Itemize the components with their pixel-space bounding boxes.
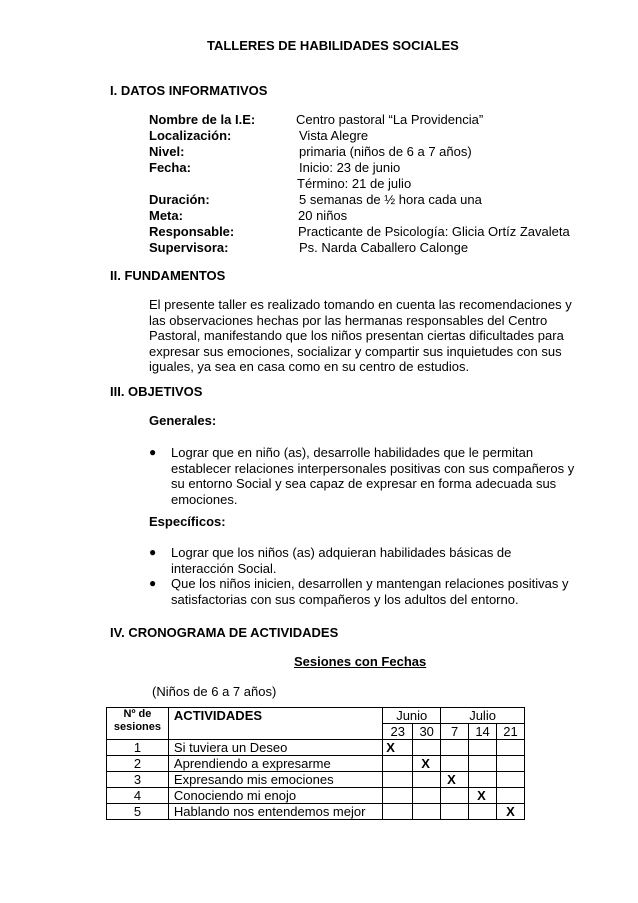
activity-name: Si tuviera un Deseo (168, 740, 382, 756)
info-value: Término: 21 de julio (297, 176, 412, 191)
info-label: Responsable: (149, 224, 235, 239)
table-row (107, 788, 525, 804)
session-number: 2 (107, 756, 169, 772)
info-label: Nivel: (149, 144, 185, 159)
mark-cell: X (383, 740, 413, 756)
info-label: Localización: (149, 128, 232, 143)
table-row (107, 756, 525, 772)
date-cell: 21 (497, 724, 525, 740)
info-label: Supervisora: (149, 240, 229, 255)
mark-cell: X (469, 788, 497, 804)
mark-cell: X (441, 772, 469, 788)
info-value: primaria (niños de 6 a 7 años) (299, 144, 472, 159)
section-heading-objetivos: III. OBJETIVOS (110, 384, 203, 399)
mark-cell (383, 756, 413, 772)
info-value: Practicante de Psicología: Glicia Ortíz Zavaleta (298, 224, 570, 239)
mark-cell (469, 740, 497, 756)
subheading-generales: Generales: (149, 413, 217, 428)
info-value: Ps. Narda Caballero Calonge (299, 240, 469, 255)
mark-cell (413, 788, 441, 804)
activity-name: Hablando nos entendemos mejor (168, 804, 382, 820)
date-cell: 30 (413, 724, 441, 740)
info-label: Meta: (149, 208, 183, 223)
activity-name: Conociendo mi enojo (168, 788, 382, 804)
bullet-line: interacción Social. (171, 560, 277, 576)
mark-cell (383, 788, 413, 804)
mark-cell (497, 740, 525, 756)
header-sessions-line2: sesiones (113, 721, 161, 733)
bullet-line: Que los niños inicien, desarrollen y mantengan relaciones positivas y (171, 576, 569, 591)
bullet-icon: ● (149, 545, 157, 559)
mark-cell (469, 756, 497, 772)
mark-cell (441, 788, 469, 804)
section-heading-fundamentos: II. FUNDAMENTOS (110, 268, 226, 283)
paragraph-line: las observaciones hechas por las hermanas responsables del Centro (149, 312, 548, 328)
schedule-note: (Niños de 6 a 7 años) (152, 684, 277, 699)
paragraph-line: Pastoral, manifestando que los niños presentan ciertas dificultades para (149, 328, 564, 344)
info-label: Duración: (149, 192, 210, 207)
info-value: 20 niños (298, 208, 348, 223)
schedule-subtitle: Sesiones con Fechas (294, 654, 427, 669)
info-value: Inicio: 23 de junio (299, 160, 401, 175)
info-value: 5 semanas de ½ hora cada una (299, 192, 482, 207)
section-heading-cronograma: IV. CRONOGRAMA DE ACTIVIDADES (110, 625, 339, 640)
header-sessions (107, 708, 169, 740)
mark-cell (497, 772, 525, 788)
mark-cell (441, 756, 469, 772)
mark-cell (383, 772, 413, 788)
bullet-line: satisfactorias con sus compañeros y los adultos del entorno. (171, 591, 519, 607)
header-month-july: Julio (441, 708, 525, 724)
section-heading-datos: I. DATOS INFORMATIVOS (110, 83, 268, 98)
table-row (107, 740, 525, 756)
header-activities: ACTIVIDADES (168, 708, 382, 740)
mark-cell (441, 740, 469, 756)
table-row (107, 772, 525, 788)
mark-cell (469, 804, 497, 820)
paragraph-line: expresar sus emociones, socializar y compartir sus inquietudes con sus (149, 343, 562, 359)
bullet-line: emociones. (171, 491, 238, 507)
mark-cell: X (413, 756, 441, 772)
mark-cell (383, 804, 413, 820)
info-label: Nombre de la I.E: (149, 112, 256, 127)
mark-cell (497, 788, 525, 804)
mark-cell (413, 772, 441, 788)
mark-cell (497, 756, 525, 772)
mark-cell: X (497, 804, 525, 820)
paragraph-line: iguales, ya sea en casa como en su centro de estudios. (149, 359, 470, 375)
activity-name: Expresando mis emociones (168, 772, 382, 788)
bullet-icon: ● (149, 445, 157, 459)
date-cell: 7 (441, 724, 469, 740)
fundamentos-paragraph (149, 297, 579, 375)
date-cell: 23 (383, 724, 413, 740)
header-month-june: Junio (383, 708, 441, 724)
table-row (107, 804, 525, 820)
session-number: 3 (107, 772, 169, 788)
mark-cell (469, 772, 497, 788)
activity-name: Aprendiendo a expresarme (168, 756, 382, 772)
mark-cell (441, 804, 469, 820)
table-header-row (107, 708, 525, 724)
mark-cell (413, 804, 441, 820)
session-number: 4 (107, 788, 169, 804)
paragraph-line: El presente taller es realizado tomando en cuenta las recomendaciones y (149, 297, 572, 312)
bullet-icon: ● (149, 576, 157, 590)
schedule-table (106, 707, 525, 820)
session-number: 1 (107, 740, 169, 756)
bullet-line: su entorno Social y sea capaz de expresar en forma adecuada sus (171, 476, 557, 491)
info-label: Fecha: (149, 160, 191, 175)
session-number: 5 (107, 804, 169, 820)
bullet-line: establecer relaciones interpersonales positivas con sus compañeros y (171, 460, 575, 476)
document-title: TALLERES DE HABILIDADES SOCIALES (207, 38, 459, 53)
bullet-line: Lograr que los niños (as) adquieran habilidades básicas de (171, 545, 512, 560)
info-value: Centro pastoral “La Providencia” (296, 112, 484, 127)
header-sessions-line1: Nº de (123, 708, 152, 720)
mark-cell (413, 740, 441, 756)
subheading-especificos: Específicos: (149, 514, 226, 529)
bullet-line: Lograr que en niño (as), desarrolle habilidades que le permitan (171, 445, 534, 460)
date-cell: 14 (469, 724, 497, 740)
info-value: Vista Alegre (299, 128, 369, 143)
